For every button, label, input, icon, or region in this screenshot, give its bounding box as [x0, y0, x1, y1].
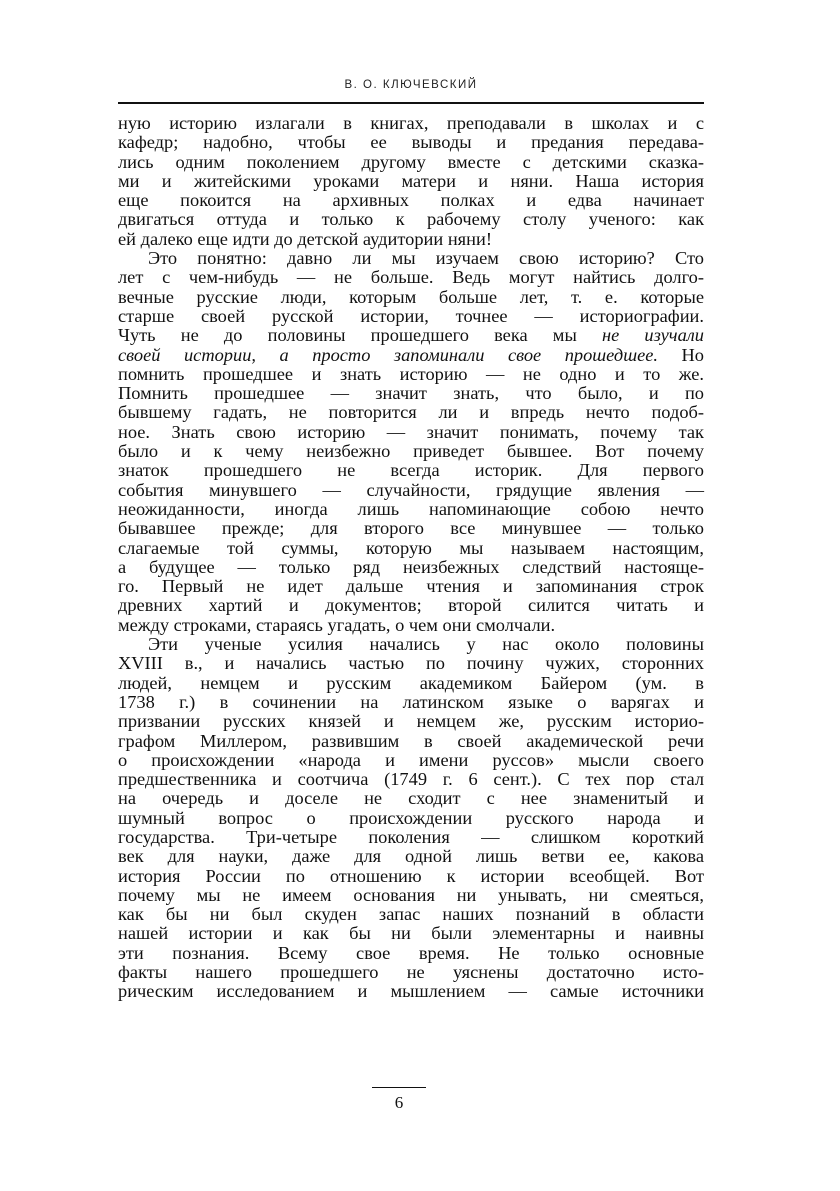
- text-line: факты нашего прошедшего не уяснены достаточно исто-: [118, 962, 704, 983]
- text-line: неожиданности, иногда лишь напоминающие собою нечто: [118, 498, 704, 519]
- text-line: на очередь и доселе не сходит с нее знаменитый и: [118, 788, 704, 809]
- text-line: бывшему гадать, не повторится ли и впредь нечто подоб-: [118, 402, 704, 423]
- text-line: графом Миллером, развившим в своей академической речи: [118, 730, 704, 751]
- text-line: ную историю излагали в книгах, преподавали в школах и с: [118, 113, 704, 133]
- text-line: было и к чему неизбежно приведет бывшее. Вот почему: [118, 441, 704, 462]
- text-line: лись одним поколением другому вместе с детскими сказка-: [118, 151, 704, 172]
- text-line: между строками, стараясь угадать, о чем они смолчали.: [118, 614, 556, 635]
- text-line: нашей истории и как бы ни были элементарны и наивны: [118, 923, 704, 944]
- text-line: шумный вопрос о происхождении русского народа и: [118, 807, 704, 828]
- text-line: XVIII в., и начались частью по почину чужих, сторонних: [118, 653, 704, 674]
- text-line: кафедр; надобно, чтобы ее выводы и предания передава-: [118, 132, 704, 153]
- text-line: людей, немцем и русским академиком Байером (ум. в: [118, 672, 704, 693]
- running-header: В. О. КЛЮЧЕВСКИЙ: [344, 79, 478, 91]
- text-line: [118, 326, 704, 345]
- text-line: о происхождении «народа и имени руссов» мысли своего: [118, 749, 704, 770]
- text-line: 1738 г.) в сочинении на латинском языке о варягах и: [118, 691, 704, 712]
- text-line: предшественника и соотчича (1749 г. 6 сент.). С тех пор стал: [118, 769, 704, 790]
- text-line: Помнить прошедшее — значит знать, что было, и по: [118, 383, 704, 404]
- text-line-roman: Чуть не до половины прошедшего века мы: [118, 325, 602, 346]
- page-number: 6: [394, 1093, 404, 1112]
- text-line-roman: Но: [658, 344, 704, 365]
- text-line: как бы ни был скуден запас наших познаний в области: [118, 904, 704, 925]
- text-line: призвании русских князей и немцем же, русским историо-: [118, 711, 704, 732]
- text-line: двигаться оттуда и только к рабочему столу ученого: как: [118, 209, 704, 230]
- text-line: Это понятно: давно ли мы изучаем свою историю? Сто: [148, 248, 704, 269]
- text-line: [118, 346, 704, 365]
- text-line: бывавшее прежде; для второго все минувшее — только: [118, 518, 704, 539]
- text-line: лет с чем-нибудь — не больше. Ведь могут найтись долго-: [118, 267, 704, 288]
- text-line: вечные русские люди, которым больше лет, т. е. которые: [118, 286, 704, 307]
- text-line: история России по отношению к истории всеобщей. Вот: [118, 865, 704, 886]
- text-line: еще покоится на архивных полках и едва начинает: [118, 190, 704, 211]
- text-line: древних хартий и документов; второй силится читать и: [118, 595, 704, 616]
- text-line: ей далеко еще идти до детской аудитории няни!: [118, 228, 492, 249]
- header-rule: [118, 102, 704, 104]
- text-line: век для науки, даже для одной лишь ветви ее, какова: [118, 846, 704, 867]
- footer-rule: [372, 1087, 426, 1088]
- text-line: рическим исследованием и мышлением — самые источники: [118, 981, 704, 1002]
- text-line: почему мы не имеем основания ни унывать, ни смеяться,: [118, 884, 704, 905]
- text-line: слагаемые той суммы, которую мы называем настоящим,: [118, 537, 704, 558]
- text-line: старше своей русской истории, точнее — историографии.: [118, 305, 704, 326]
- body-text: [118, 114, 704, 1002]
- text-line: знаток прошедшего не всегда историк. Для первого: [118, 460, 704, 481]
- text-line: ное. Знать свою историю — значит понимать, почему так: [118, 421, 704, 442]
- text-line-italic: своей истории, а просто запоминали свое прошедшее.: [118, 344, 658, 365]
- text-line: эти познания. Всему свое время. Не только основные: [118, 942, 704, 963]
- text-line: помнить прошедшее и знать историю — не одно и то же.: [118, 363, 704, 384]
- text-line: события минувшего — случайности, грядущие явления —: [118, 479, 704, 500]
- text-line: ми и житейскими уроками матери и няни. Наша история: [118, 170, 704, 191]
- text-line: го. Первый не идет дальше чтения и запоминания строк: [118, 576, 704, 597]
- text-line: государства. Три-четыре поколения — слишком короткий: [118, 826, 704, 847]
- text-line: Эти ученые усилия начались у нас около половины: [148, 634, 704, 655]
- text-line-italic: не изучали: [601, 325, 704, 346]
- text-line: а будущее — только ряд неизбежных следствий настояще-: [118, 556, 704, 577]
